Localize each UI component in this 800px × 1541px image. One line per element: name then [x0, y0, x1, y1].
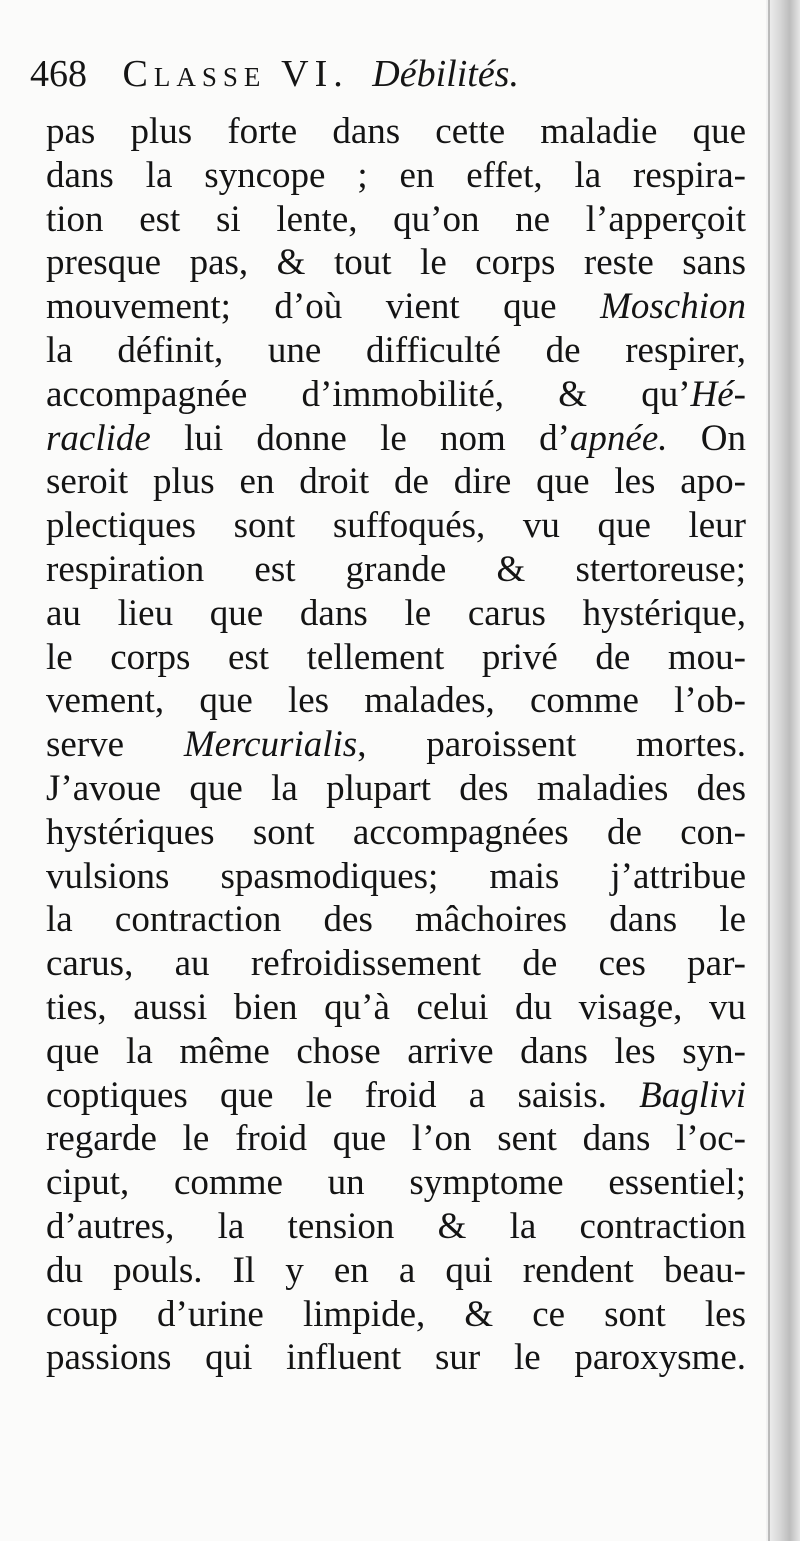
text-segment: le corps est tellement privé de mou-	[46, 636, 746, 678]
text-line	[46, 986, 746, 1030]
text-segment: ties, aussi bien qu’à celui du visage, vu	[46, 986, 746, 1028]
text-line	[46, 241, 746, 285]
text-line	[46, 855, 746, 899]
text-segment: On	[667, 417, 746, 459]
text-line	[46, 285, 746, 329]
text-segment: plectiques sont suffoqués, vu que leur	[46, 505, 746, 547]
text-segment: carus, au refroidissement de ces par-	[46, 943, 746, 985]
italic-text: Baglivi	[639, 1074, 746, 1116]
text-segment: du pouls. Il y en a qui rendent beau-	[46, 1249, 746, 1291]
running-subtitle: Débilités.	[372, 53, 519, 95]
text-segment: vulsions spasmodiques; mais j’attribue	[46, 855, 746, 897]
text-line	[46, 417, 746, 461]
text-segment: accompagnée d’immobilité, & qu’	[46, 373, 691, 415]
italic-text: Hé-	[690, 373, 746, 415]
italic-text: raclide	[46, 417, 151, 459]
text-segment: coptiques que le froid a saisis.	[46, 1074, 640, 1116]
text-line	[46, 1336, 746, 1380]
text-segment: vement, que les malades, comme l’ob-	[46, 680, 746, 722]
text-segment: J’avoue que la plupart des maladies des	[46, 767, 746, 809]
text-segment: hystériques sont accompagnées de con-	[46, 811, 746, 853]
text-segment: presque pas, & tout le corps reste sans	[46, 242, 746, 284]
text-segment: , paroissent mortes.	[357, 724, 746, 766]
text-segment: ciput, comme un symptome essentiel;	[46, 1162, 746, 1204]
text-line	[46, 811, 746, 855]
page-number: 468	[30, 53, 87, 95]
text-line	[46, 1293, 746, 1337]
text-line	[46, 504, 746, 548]
text-segment: d’autres, la tension & la contraction	[46, 1205, 746, 1247]
italic-text: Mercurialis	[183, 724, 358, 766]
text-segment: mouvement; d’où vient que	[46, 286, 601, 328]
text-segment: pas plus forte dans cette maladie que	[46, 111, 746, 152]
text-line	[46, 636, 746, 680]
text-line	[46, 723, 746, 767]
text-segment: seroit plus en droit de dire que les apo-	[46, 461, 746, 503]
text-line	[46, 1249, 746, 1293]
text-segment: au lieu que dans le carus hystérique,	[46, 592, 746, 634]
text-line	[46, 1205, 746, 1249]
text-line	[46, 198, 746, 242]
text-line	[46, 548, 746, 592]
text-line	[46, 1161, 746, 1205]
text-line	[46, 460, 746, 504]
page-gutter	[766, 0, 800, 1541]
text-segment: coup d’urine limpide, & ce sont les	[46, 1293, 746, 1335]
text-line	[46, 329, 746, 373]
text-segment: la contraction des mâchoires dans le	[46, 899, 746, 941]
text-line	[46, 592, 746, 636]
text-segment: serve	[46, 724, 184, 766]
page-edge	[768, 0, 770, 1541]
text-segment: lui donne le nom d’	[150, 417, 570, 459]
text-line	[46, 767, 746, 811]
text-line	[46, 942, 746, 986]
text-line	[46, 1074, 746, 1118]
text-line	[46, 1030, 746, 1074]
italic-text: Moschion	[600, 286, 746, 328]
text-segment: tion est si lente, qu’on ne l’apperçoit	[46, 198, 746, 240]
text-line	[46, 898, 746, 942]
running-title: Classe VI.	[122, 53, 349, 95]
text-line	[46, 110, 746, 154]
text-segment: dans la syncope ; en effet, la respira-	[46, 154, 746, 196]
body-text	[46, 110, 746, 1380]
text-segment: regarde le froid que l’on sent dans l’oc-	[46, 1118, 746, 1160]
running-header	[30, 48, 750, 100]
text-segment: la définit, une difficulté de respirer,	[46, 329, 746, 371]
text-line	[46, 373, 746, 417]
text-line	[46, 1117, 746, 1161]
text-segment: que la même chose arrive dans les syn-	[46, 1030, 746, 1072]
text-line	[46, 154, 746, 198]
text-segment: respiration est grande & stertoreuse;	[46, 548, 746, 590]
italic-text: apnée.	[569, 417, 668, 459]
text-line	[46, 679, 746, 723]
text-segment: passions qui influent sur le paroxysme.	[46, 1337, 746, 1379]
